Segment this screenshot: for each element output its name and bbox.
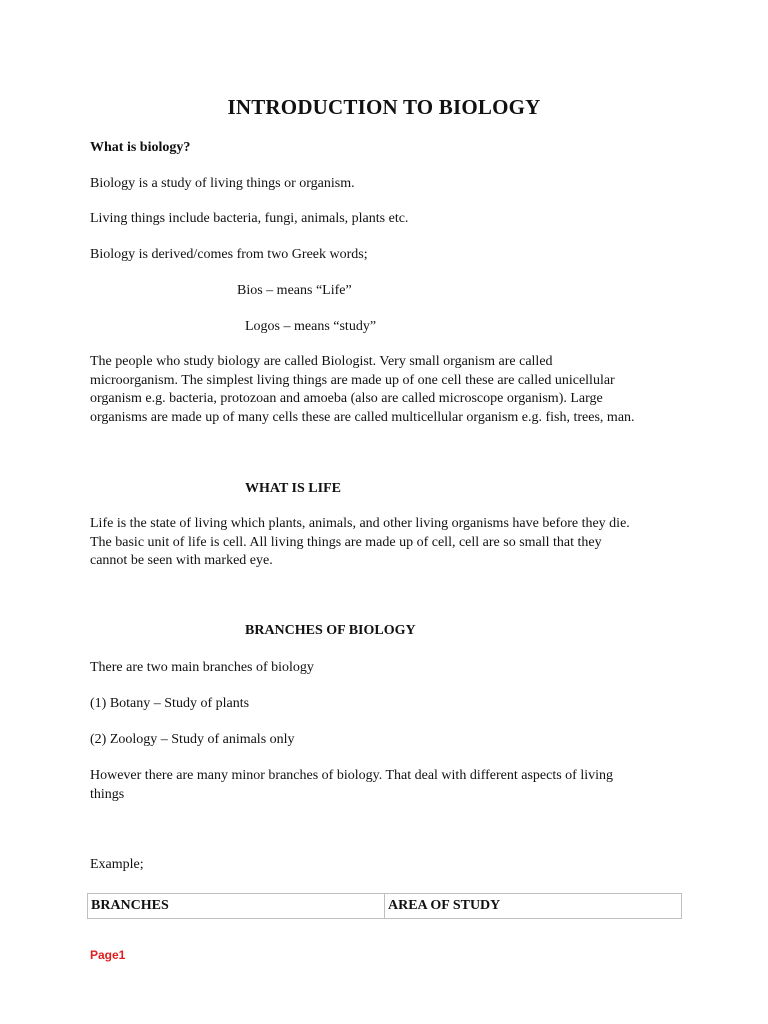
page-number: Page1: [90, 948, 126, 962]
logos-meaning: Logos – means “study”: [245, 319, 377, 334]
paragraph-line: organism e.g. bacteria, protozoan and amoeba (also are called microscope organism). Large: [90, 391, 603, 406]
paragraph-line: However there are many minor branches of biology. That deal with different aspects of living: [90, 768, 614, 783]
greek-words-text: Biology is derived/comes from two Greek words;: [90, 247, 368, 262]
paragraph-line: things: [90, 786, 125, 802]
paragraph-line: The people who study biology are called Biologist. Very small organism are called: [90, 354, 553, 369]
branches-intro: There are two main branches of biology: [90, 660, 314, 675]
paragraph-line: organisms are made up of many cells these are called multicellular organism e.g. fish, trees, man.: [90, 409, 635, 425]
biologist-paragraph: [90, 353, 690, 427]
minor-branches-paragraph: [90, 767, 690, 804]
branches-table: [87, 893, 682, 919]
biology-definition: Biology is a study of living things or organism.: [90, 176, 355, 191]
living-things-text: Living things include bacteria, fungi, animals, plants etc.: [90, 211, 409, 226]
paragraph-line: cannot be seen with marked eye.: [90, 553, 273, 568]
paragraph-line: Life is the state of living which plants, animals, and other living organisms have before they die.: [90, 516, 630, 531]
bios-meaning: Bios – means “Life”: [237, 283, 352, 298]
life-paragraph: [90, 515, 690, 571]
example-label: Example;: [90, 857, 144, 872]
zoology-item: (2) Zoology – Study of animals only: [90, 732, 295, 747]
what-is-biology-heading: What is biology?: [90, 140, 191, 155]
paragraph-line: microorganism. The simplest living things are made up of one cell these are called unicellular: [90, 372, 615, 388]
table-header-branches: BRANCHES: [88, 894, 385, 918]
botany-item: (1) Botany – Study of plants: [90, 696, 250, 711]
branches-heading: BRANCHES OF BIOLOGY: [245, 623, 416, 638]
table-header-area-of-study: AREA OF STUDY: [388, 898, 501, 913]
paragraph-line: The basic unit of life is cell. All living things are made up of cell, cell are so small that they: [90, 534, 602, 550]
document-title: INTRODUCTION TO BIOLOGY: [227, 95, 541, 119]
what-is-life-heading: WHAT IS LIFE: [245, 481, 341, 496]
